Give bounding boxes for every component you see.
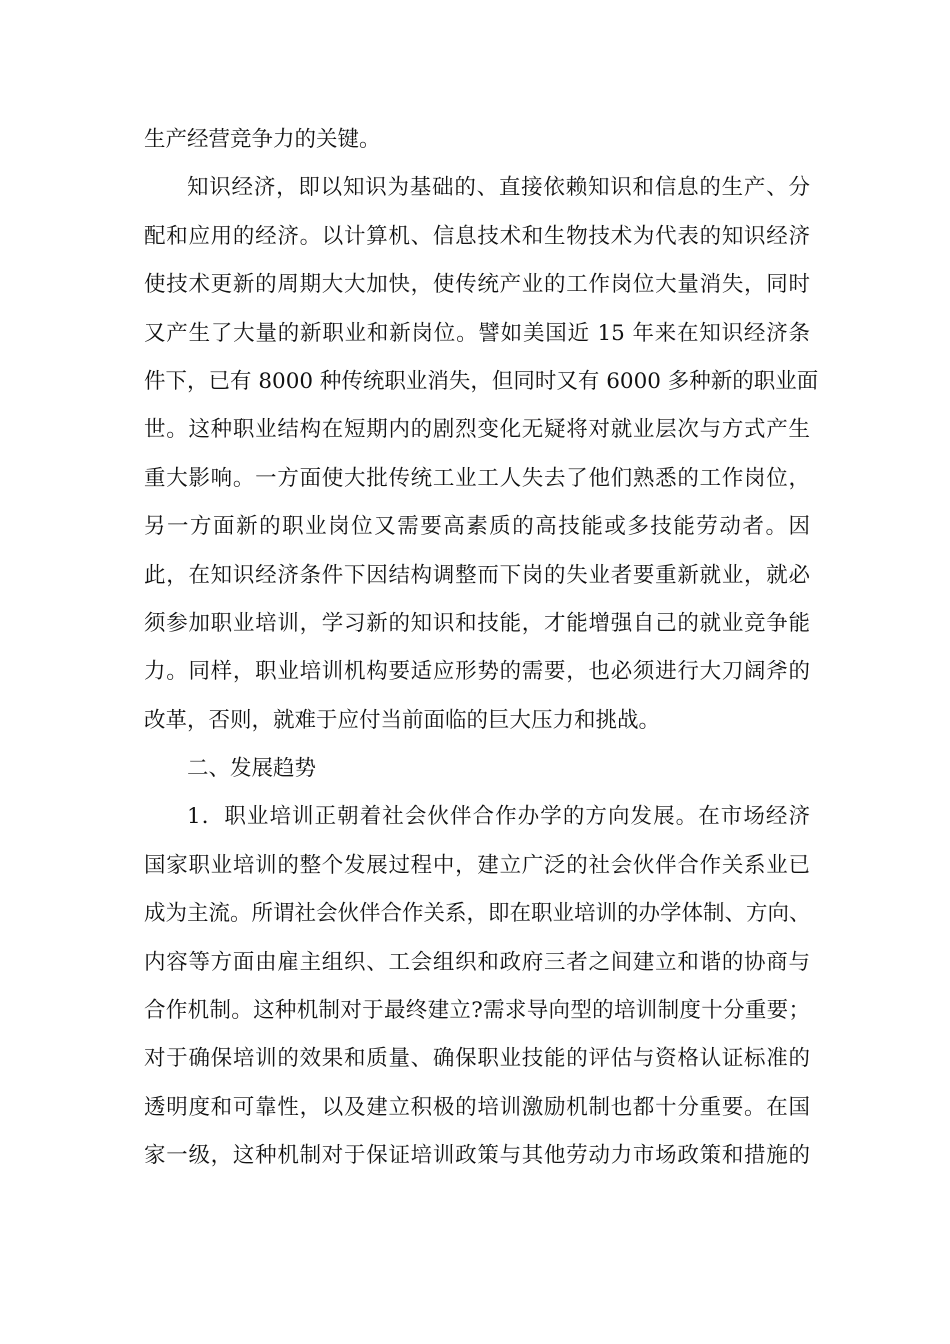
paragraph-line: 又产生了大量的新职业和新岗位。譬如美国近 15 年来在知识经济条 <box>144 320 810 346</box>
paragraph-line: 生产经营竞争力的关键。 <box>144 127 381 152</box>
paragraph-line: 透明度和可靠性，以及建立积极的培训激励机制也都十分重要。在国 <box>144 1094 810 1120</box>
section-heading: 二、发展趋势 <box>187 756 317 782</box>
paragraph-line: 另一方面新的职业岗位又需要高素质的高技能或多技能劳动者。因 <box>144 514 810 540</box>
paragraph-line: 对于确保培训的效果和质量、确保职业技能的评估与资格认证标准的 <box>144 1046 810 1072</box>
paragraph-line: 件下，已有 8000 种传统职业消失，但同时又有 6000 多种新的职业面 <box>144 368 819 394</box>
paragraph-line: 国家职业培训的整个发展过程中，建立广泛的社会伙伴合作关系业已 <box>144 852 810 878</box>
paragraph-line: 合作机制。这种机制对于最终建立?需求导向型的培训制度十分重要； <box>144 998 810 1024</box>
paragraph-line: 配和应用的经济。以计算机、信息技术和生物技术为代表的知识经济 <box>144 223 810 249</box>
paragraph-line: 成为主流。所谓社会伙伴合作关系，即在职业培训的办学体制、方向、 <box>144 901 811 927</box>
paragraph-line: 内容等方面由雇主组织、工会组织和政府三者之间建立和谐的协商与 <box>144 949 810 975</box>
paragraph-line: 知识经济，即以知识为基础的、直接依赖知识和信息的生产、分 <box>187 175 810 201</box>
paragraph-line: 世。这种职业结构在短期内的剧烈变化无疑将对就业层次与方式产生 <box>144 417 810 443</box>
document-body <box>144 116 819 1181</box>
paragraph-line: 使技术更新的周期大大加快，使传统产业的工作岗位大量消失，同时 <box>144 272 810 298</box>
paragraph-line: 重大影响。一方面使大批传统工业工人失去了他们熟悉的工作岗位， <box>144 465 810 491</box>
paragraph-line: 改革，否则，就难于应付当前面临的巨大压力和挑战。 <box>144 707 661 733</box>
paragraph-line: 力。同样，职业培训机构要适应形势的需要，也必须进行大刀阔斧的 <box>144 659 810 685</box>
paragraph-line: 家一级，这种机制对于保证培训政策与其他劳动力市场政策和措施的 <box>144 1143 810 1169</box>
paragraph-line: 须参加职业培训，学习新的知识和技能，才能增强自己的就业竞争能 <box>144 610 810 636</box>
paragraph-line: 1．职业培训正朝着社会伙伴合作办学的方向发展。在市场经济 <box>187 804 810 830</box>
paragraph-line: 此，在知识经济条件下因结构调整而下岗的失业者要重新就业，就必 <box>144 562 810 588</box>
